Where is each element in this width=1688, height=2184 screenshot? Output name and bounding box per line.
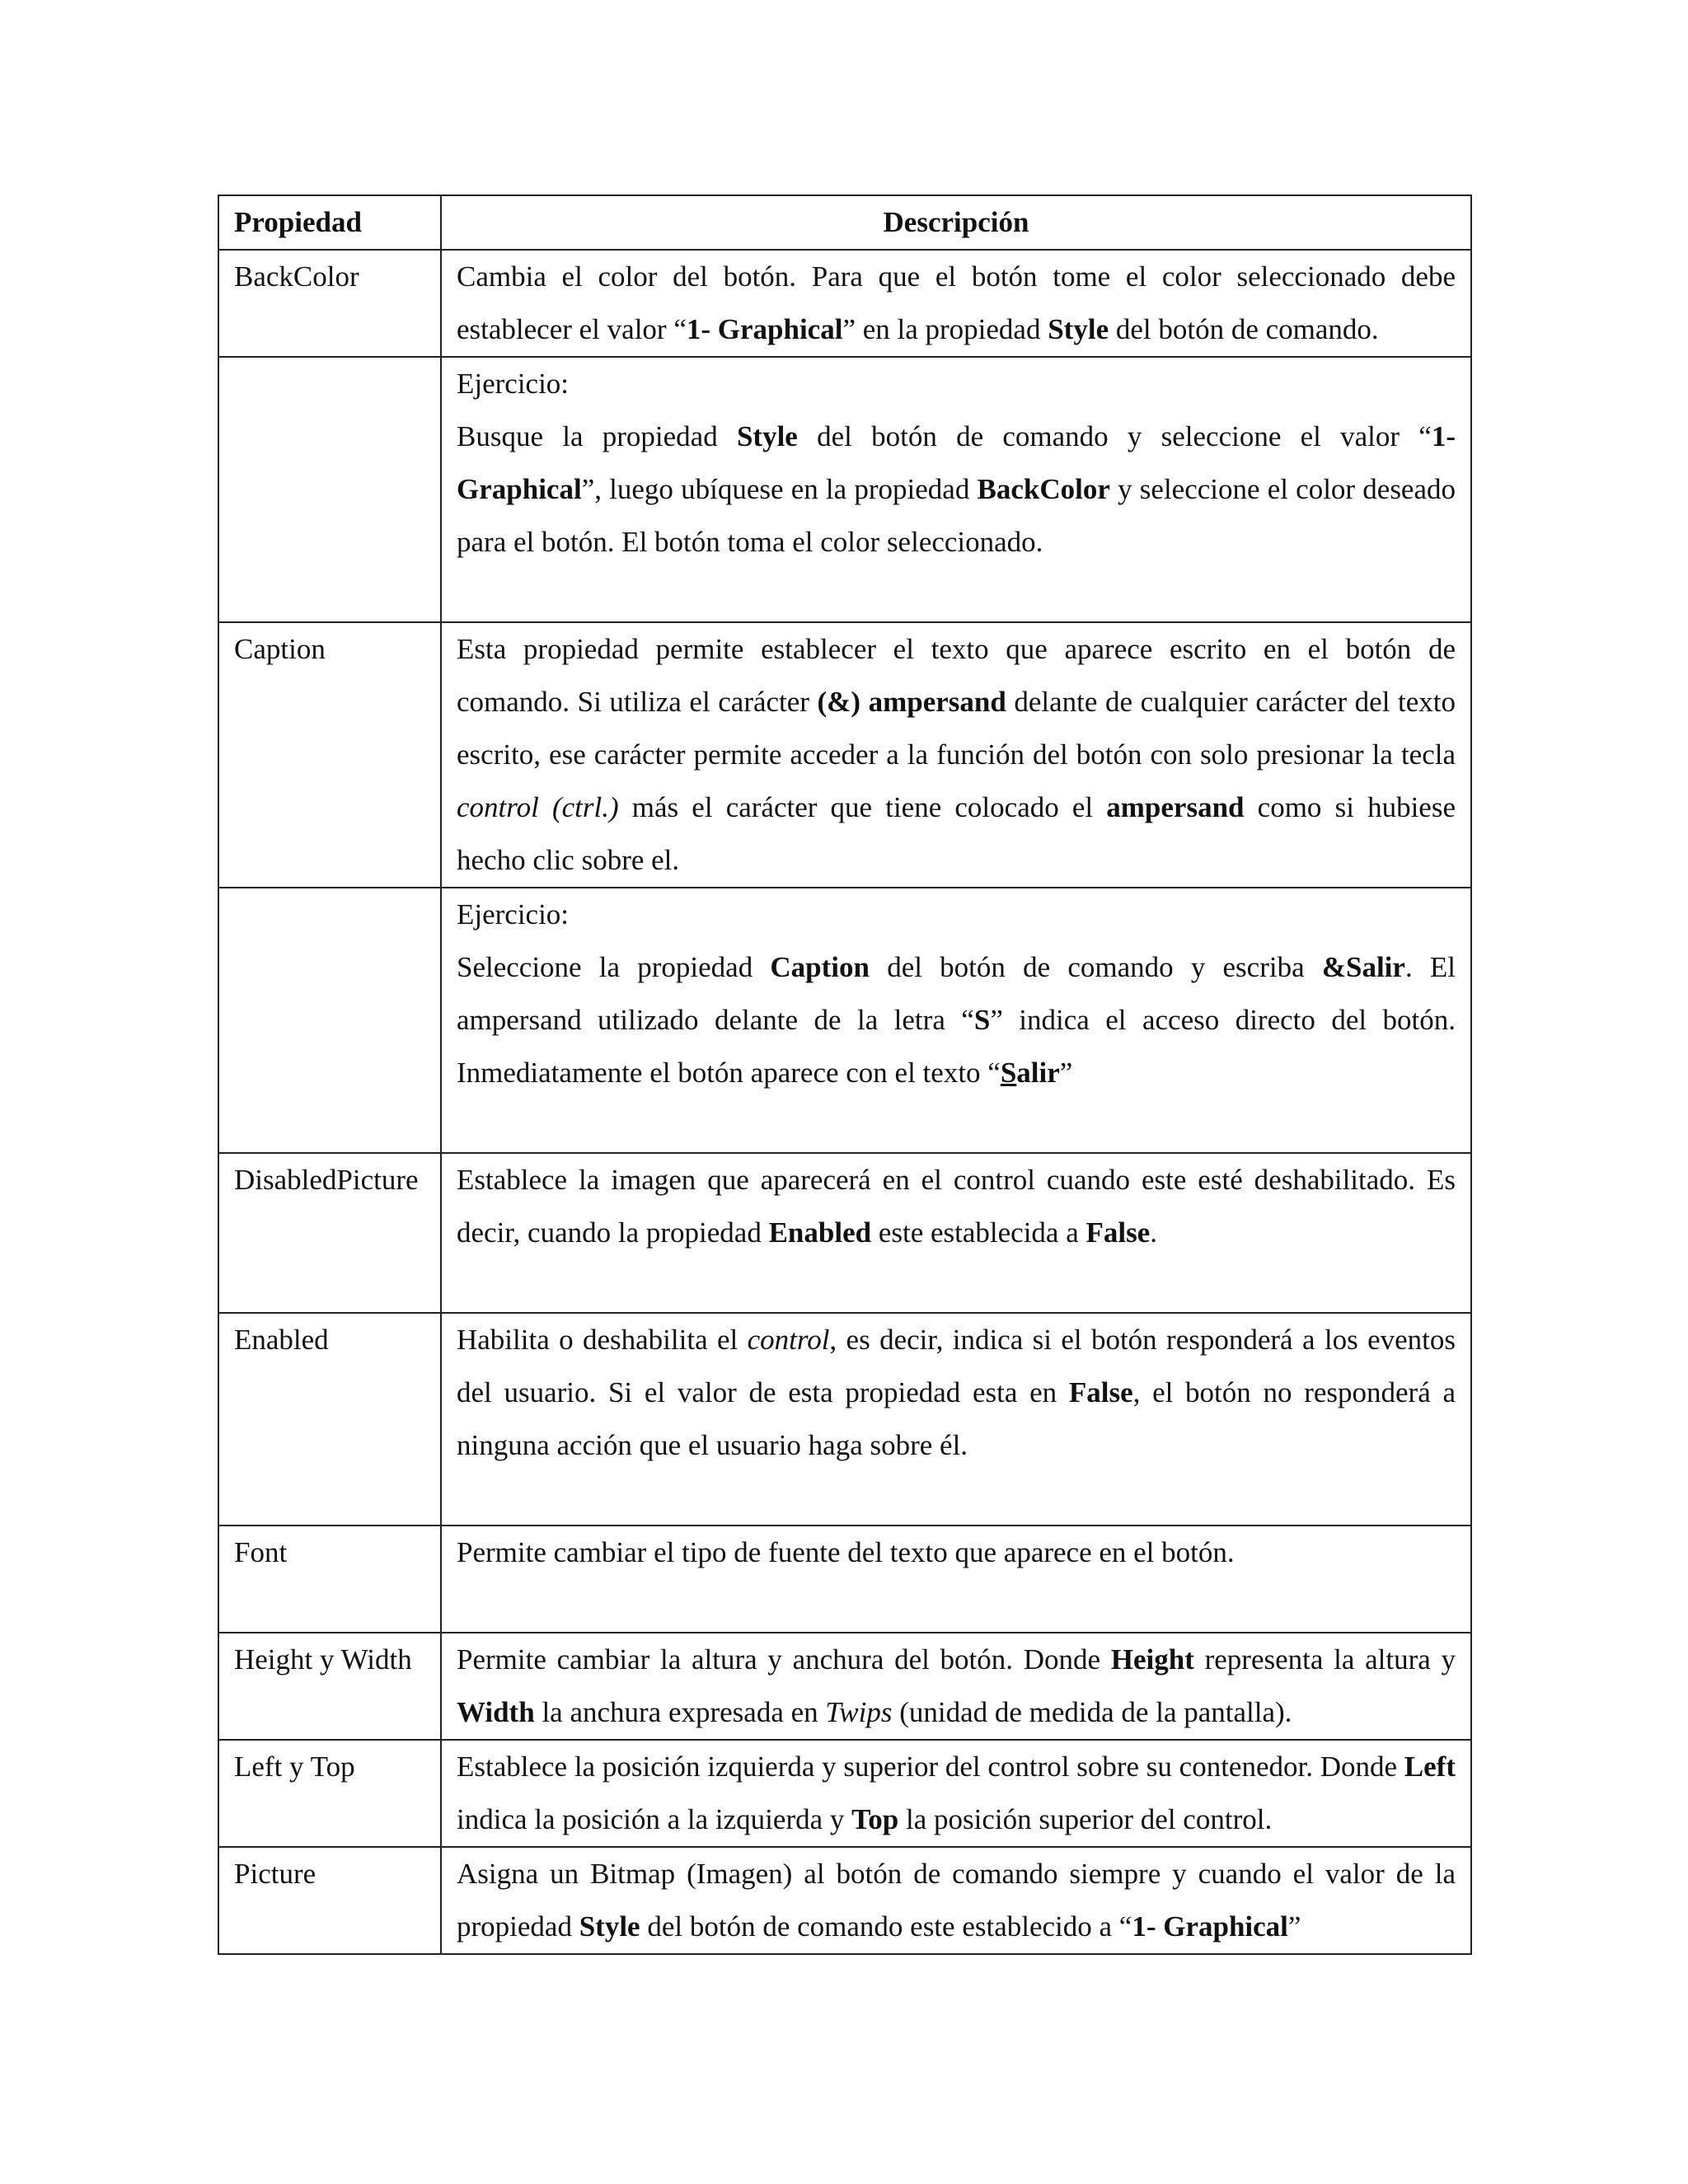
description-cell (441, 1526, 1471, 1633)
text-segment: más el carácter que tiene colocado el (618, 791, 1107, 823)
text-segment: Establece la imagen que aparecerá en el control cuando este esté deshabilitado. Es decir, cuando la propiedad (457, 1164, 1456, 1249)
property-cell: Font (218, 1526, 441, 1633)
text-segment: control (ctrl.) (457, 791, 619, 823)
text-segment: . (1150, 1216, 1158, 1249)
text-segment: Style (579, 1910, 640, 1943)
header-description: Descripción (441, 195, 1471, 250)
text-segment: ”, luego ubíquese en la propiedad (581, 473, 978, 505)
property-cell: DisabledPicture (218, 1153, 441, 1313)
description-text (457, 1314, 1456, 1472)
description-text (457, 941, 1456, 1099)
text-segment: Esta propiedad permite establecer el texto que aparece escrito en el botón de comando. Si utiliza el carácter (457, 633, 1456, 718)
blank-line (457, 1579, 1456, 1632)
table-row (218, 1633, 1471, 1740)
text-segment: como si hubiese hecho clic sobre el. (457, 791, 1456, 876)
description-text (457, 1848, 1456, 1953)
text-segment: ampersand (1106, 791, 1245, 823)
description-cell (441, 888, 1471, 1153)
description-cell (441, 622, 1471, 888)
table-row (218, 357, 1471, 622)
description-cell (441, 250, 1471, 357)
text-segment: alir (1016, 1057, 1060, 1089)
text-segment: Style (736, 420, 798, 452)
text-segment: S (973, 1004, 991, 1036)
text-segment: Habilita o deshabilita el (457, 1324, 748, 1356)
text-segment: la posición superior del control. (898, 1803, 1273, 1835)
text-segment: ” (1287, 1910, 1301, 1943)
text-segment: ” (1059, 1057, 1073, 1089)
description-cell (441, 1153, 1471, 1313)
text-segment: (&) ampersand (817, 686, 1006, 718)
text-segment: Busque la propiedad (457, 420, 737, 452)
text-segment: Cambia el color del botón. Para que el botón tome el color seleccionado debe establecer el valor “ (457, 260, 1456, 345)
text-segment: BackColor (977, 473, 1110, 505)
text-segment: la anchura expresada en (534, 1696, 826, 1728)
property-cell: Height y Width (218, 1633, 441, 1740)
text-segment: Height (1110, 1643, 1194, 1675)
exercise-label: Ejercicio: (457, 898, 570, 930)
description-text (457, 623, 1456, 887)
description-text (457, 251, 1456, 356)
text-segment: del botón de comando y escriba (870, 951, 1322, 983)
text-segment: representa la altura y (1193, 1643, 1456, 1675)
description-text (457, 1526, 1456, 1579)
text-segment: Enabled (768, 1216, 872, 1249)
table-row (218, 622, 1471, 888)
text-segment: del botón de comando este establecido a “ (640, 1910, 1132, 1943)
text-segment: ” indica el acceso directo del botón. Inmediatamente el botón aparece con el texto “ (457, 1004, 1456, 1089)
text-segment: 1- Graphical (686, 313, 843, 345)
document-page (218, 194, 1470, 1955)
table-row (218, 1313, 1471, 1526)
description-text (457, 410, 1456, 569)
table-row (218, 1740, 1471, 1847)
description-cell (441, 1740, 1471, 1847)
text-segment: , el botón no responderá a ninguna acción que el usuario haga sobre él. (457, 1376, 1456, 1461)
blank-line (457, 1472, 1456, 1525)
description-cell (441, 1313, 1471, 1526)
text-segment: , es decir, indica si el botón responderá a los eventos del usuario. Si el valor de esta propiedad esta en (457, 1324, 1456, 1408)
blank-line (457, 1099, 1456, 1152)
header-property: Propiedad (218, 195, 441, 250)
text-segment: Permite cambiar la altura y anchura del botón. Donde (457, 1643, 1111, 1675)
text-segment: 1-Graphical (457, 420, 1456, 505)
property-cell: Picture (218, 1847, 441, 1954)
text-segment: Twips (825, 1696, 893, 1728)
property-cell (218, 888, 441, 1153)
property-cell: BackColor (218, 250, 441, 357)
exercise-label: Ejercicio: (457, 368, 570, 400)
description-cell (441, 1633, 1471, 1740)
table-row (218, 1153, 1471, 1313)
text-segment: Style (1048, 313, 1109, 345)
description-text (457, 1154, 1456, 1259)
text-segment: 1- Graphical (1132, 1910, 1288, 1943)
text-segment: Establece la posición izquierda y superior del control sobre su contenedor. Donde (457, 1750, 1404, 1783)
property-cell: Caption (218, 622, 441, 888)
text-segment: del botón de comando y seleccione el valor “ (797, 420, 1432, 452)
text-segment: Permite cambiar el tipo de fuente del texto que aparece en el botón. (457, 1536, 1235, 1568)
table-row (218, 888, 1471, 1153)
table-row (218, 1847, 1471, 1954)
description-cell (441, 1847, 1471, 1954)
text-segment: delante de cualquier carácter del texto escrito, ese carácter permite acceder a la función del botón con solo presionar la tecla (457, 686, 1456, 771)
text-segment: S (1000, 1057, 1017, 1089)
blank-line (457, 1259, 1456, 1312)
property-cell: Left y Top (218, 1740, 441, 1847)
property-cell: Enabled (218, 1313, 441, 1526)
text-segment: indica la posición a la izquierda y (457, 1803, 852, 1835)
text-segment: Width (457, 1696, 535, 1728)
text-segment: este establecida a (871, 1216, 1086, 1249)
description-text (457, 1633, 1456, 1739)
text-segment: False (1085, 1216, 1151, 1249)
description-text (457, 1741, 1456, 1846)
table-header-row (218, 195, 1471, 250)
text-segment: Caption (770, 951, 870, 983)
property-cell (218, 357, 441, 622)
blank-line (457, 569, 1456, 621)
text-segment: Top (851, 1803, 899, 1835)
table-body (218, 250, 1471, 1954)
text-segment: control (747, 1324, 830, 1356)
text-segment: . El ampersand utilizado delante de la letra “ (457, 951, 1456, 1036)
description-cell (441, 357, 1471, 622)
text-segment: (unidad de medida de la pantalla). (892, 1696, 1292, 1728)
text-segment: Asigna un Bitmap (Imagen) al botón de comando siempre y cuando el valor de la propiedad (457, 1858, 1456, 1943)
table-row (218, 1526, 1471, 1633)
text-segment: del botón de comando. (1109, 313, 1379, 345)
text-segment: Left (1404, 1750, 1456, 1783)
table-row (218, 250, 1471, 357)
text-segment: y seleccione el color deseado para el botón. El botón toma el color seleccionado. (457, 473, 1456, 558)
text-segment: &Salir (1321, 951, 1405, 983)
text-segment: Seleccione la propiedad (457, 951, 771, 983)
properties-table (218, 194, 1472, 1955)
text-segment: False (1068, 1376, 1133, 1408)
text-segment: ” en la propiedad (842, 313, 1048, 345)
